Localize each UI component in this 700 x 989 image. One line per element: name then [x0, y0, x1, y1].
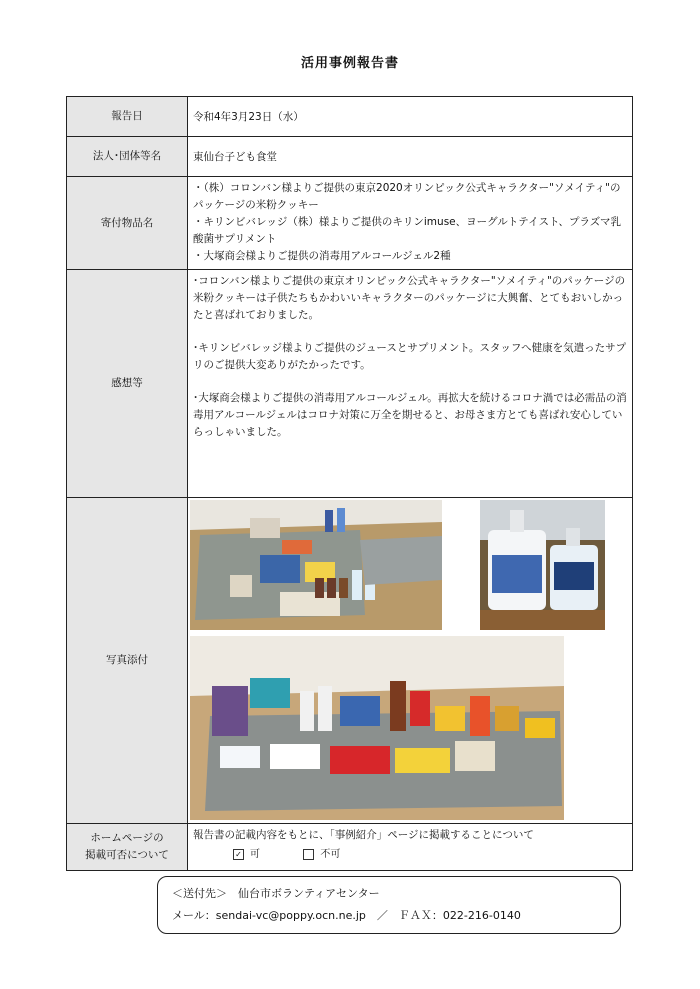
value-donation	[188, 177, 633, 270]
donation-item: ・（株）コロンバン様よりご提供の東京2020オリンピック公式キャラクター"ソメイティ"のパッケージの米粉クッキー	[193, 182, 621, 211]
document-title: 活用事例報告書	[300, 56, 399, 71]
row-org	[67, 137, 633, 177]
label-date: 報告日	[67, 97, 188, 137]
option-no[interactable]	[303, 846, 340, 863]
label-homepage	[67, 824, 188, 871]
row-date	[67, 97, 633, 137]
row-donation	[67, 177, 633, 270]
label-org: 法人･団体等名	[67, 137, 188, 177]
value-photos	[188, 498, 633, 824]
label-donation: 寄付物品名	[67, 177, 188, 270]
donation-item: ・キリンビバレッジ（株）様よりご提供のキリンimuse、ヨーグルトテイスト、プラズマ乳酸菌サプリメント	[193, 216, 621, 245]
option-yes[interactable]	[233, 846, 260, 863]
row-photos	[67, 498, 633, 824]
value-homepage	[188, 824, 633, 871]
option-yes-label: 可	[250, 849, 260, 860]
checkbox-no-icon[interactable]	[303, 849, 314, 860]
label-impressions: 感想等	[67, 270, 188, 498]
homepage-text: 報告書の記載内容をもとに、「事例紹介」ページに掲載することについて	[193, 829, 534, 841]
row-impressions	[67, 270, 633, 498]
report-table	[66, 96, 633, 871]
value-date: 令和4年3月23日（水）	[188, 97, 633, 137]
label-homepage-line1: ホームページの	[90, 832, 164, 844]
impression-paragraph: ･キリンビバレッジ様よりご提供のジュースとサプリメント。スタッフへ健康を気遣ったサプリのご提供大変ありがたかったです。	[193, 342, 627, 371]
label-photos: 写真添付	[67, 498, 188, 824]
photo-donated-goods	[190, 500, 442, 630]
send-to-line: ＜送付先＞ 仙台市ボランティアセンター	[172, 887, 380, 900]
label-homepage-line2: 掲載可否について	[85, 849, 169, 861]
row-homepage	[67, 824, 633, 871]
checkbox-yes-checked-icon[interactable]: ✓	[233, 849, 244, 860]
option-no-label: 不可	[320, 849, 341, 860]
photo-donations-wide	[190, 636, 564, 820]
value-org: 東仙台子ども食堂	[188, 137, 633, 177]
impression-paragraph: ･コロンバン様よりご提供の東京オリンピック公式キャラクター"ソメイティ"のパッケージの米粉クッキーは子供たちもかわいいキャラクターのパッケージに大興奮、とてもおいしかったと喜ばれておりました。	[193, 275, 626, 321]
donation-item: ・大塚商会様よりご提供の消毒用アルコールジェル2種	[193, 250, 451, 262]
send-to-box	[157, 876, 621, 934]
impression-paragraph: ･大塚商会様よりご提供の消毒用アルコールジェル。再拡大を続けるコロナ渦では必需品の消毒用アルコールジェルはコロナ対策に万全を期せると、お母さま方とても喜ばれ安心していらっしゃいました。	[193, 392, 627, 438]
value-impressions	[188, 270, 633, 498]
contact-line: メール：sendai-vc@poppy.ocn.ne.jp ／ ＦＡＸ：022-216-0140	[172, 909, 521, 922]
photo-alcohol-gel	[480, 500, 605, 630]
